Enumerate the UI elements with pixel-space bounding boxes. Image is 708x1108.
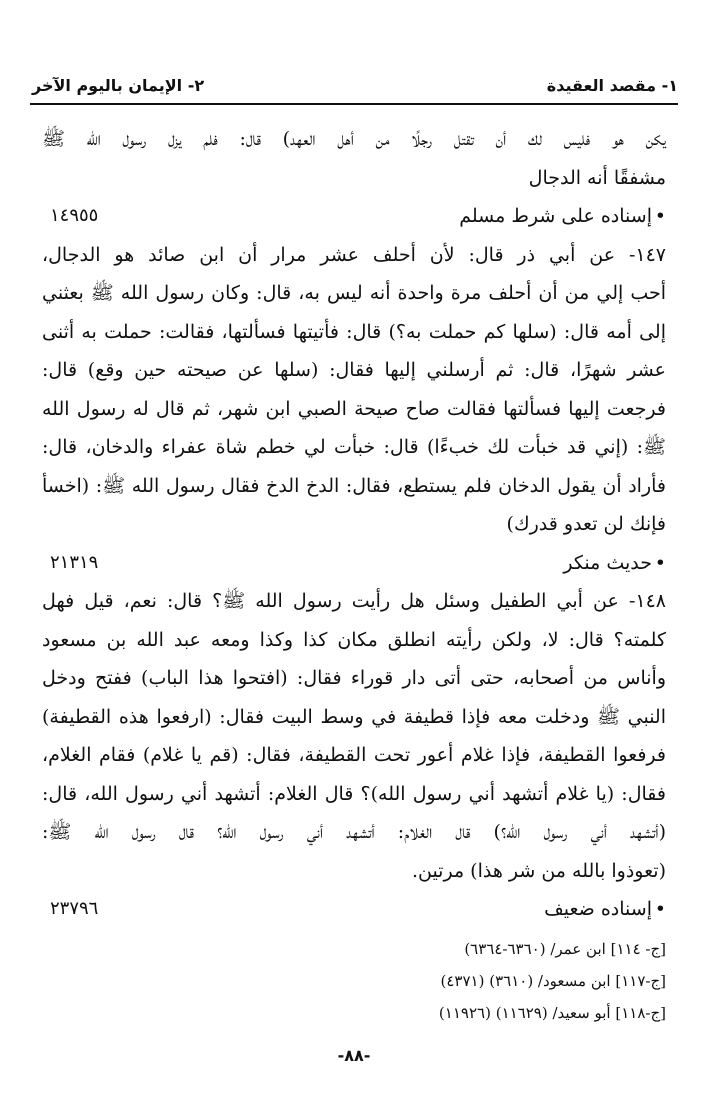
header-section: ٢- الإيمان باليوم الآخر <box>32 76 205 95</box>
text-line: أحب إلي من أن أحلف مرة واحدة أنه ليس به، قال: وكان رسول الله ﷺ بعثني <box>42 282 666 304</box>
grade-row <box>42 197 666 236</box>
grade-label: • إسناده على شرط مسلم <box>459 197 666 236</box>
text-line: ١٤٧- عن أبي ذر قال: لأن أحلف عشر مرار أن ابن صائد هو الدجال، <box>42 243 666 266</box>
hadith-paragraph <box>42 236 666 544</box>
hadith-paragraph <box>42 582 666 890</box>
text-line: فرجعت إليها فسألتها فقالت صاح صيحة الصبي ابن شهر، ثم قال له رسول الله <box>42 397 666 420</box>
text-line: إلى أمه قال: (سلها كم حملت به؟) قال: فأتيتها فسألتها، فقالت: حملت به أثنى <box>42 320 666 343</box>
page-body <box>42 120 666 1029</box>
text-line: فأراد أن يقول الدخان فلم يستطع، فقال: الدخ الدخ فقال رسول الله ﷺ: (اخسأ <box>42 474 666 497</box>
references-list <box>42 933 666 1029</box>
hadith-number: ٢٣٧٩٦ <box>50 898 99 919</box>
page-number: -٨٨- <box>337 1046 371 1065</box>
text-line: يكن هو فليس لك أن تقتل رجلًا من أهل العهد) قال: فلم يزل رسول الله ﷺ <box>42 128 666 150</box>
text-line: (أتشهد أني رسول الله؟) قال الغلام: أتشهد أني رسول الله؟ قال رسول الله ﷺ: <box>42 821 666 843</box>
header-rule <box>30 103 678 105</box>
grade-row <box>42 890 666 929</box>
header-chapter: ١- مقصد العقيدة <box>546 76 678 95</box>
text-line: وأناس من أصحابه، حتى أتى دار قوراء فقال: (افتحوا هذا الباب) ففتح ودخل <box>42 667 666 689</box>
text-line: النبي ﷺ ودخلت معه فإذا قطيفة في وسط البيت فقال: (ارفعوا هذه القطيفة) <box>42 705 666 728</box>
reference-item: [ج-١١٧] ابن مسعود/ (٣٦١٠) (٤٣٧١) <box>440 971 666 990</box>
grade-label: • إسناده ضعيف <box>544 890 666 929</box>
reference-item: [ج- ١١٤] ابن عمر/ (٦٣٦٠-٦٣٦٤) <box>464 939 666 958</box>
text-line: كلمته؟ قال: لا، ولكن رأيته انطلق مكان كذا وكذا ومعه عبد الله بن مسعود <box>42 628 666 651</box>
hadith-number: ٢١٣١٩ <box>50 551 99 573</box>
running-header <box>32 72 678 100</box>
hadith-number: ١٤٩٥٥ <box>50 205 99 226</box>
grade-row <box>42 544 666 583</box>
text-line: مشفقًا أنه الدجال <box>528 166 666 189</box>
text-line: عشر شهرًا، قال: ثم أرسلني إليها فقال: (سلها عن صيحته حين وقع) قال: <box>42 359 666 381</box>
text-line: (تعوذوا بالله من شر هذا) مرتين. <box>411 859 666 882</box>
grade-label: • حديث منكر <box>563 544 666 583</box>
text-line: ١٤٨- عن أبي الطفيل وسئل هل رأيت رسول الله ﷺ؟ قال: نعم، قيل فهل <box>42 590 666 612</box>
text-line: فإنك لن تعدو قدرك) <box>506 513 666 535</box>
reference-item: [ج-١١٨] أبو سعيد/ (١١٦٢٩) (١١٩٢٦) <box>438 1003 666 1022</box>
hadith-paragraph <box>42 120 666 197</box>
text-line: فقال: (يا غلام أتشهد أني رسول الله)؟ قال الغلام: أتشهد أني رسول الله، قال: <box>42 782 666 805</box>
text-line: ﷺ: (إني قد خبأت لك خبءًا) قال: خبأت لي خطم شاة عفراء والدخان، قال: <box>42 436 666 458</box>
text-line: فرفعوا القطيفة، فإذا غلام أعور تحت القطيفة، فقال: (قم يا غلام) فقام الغلام، <box>42 744 666 766</box>
